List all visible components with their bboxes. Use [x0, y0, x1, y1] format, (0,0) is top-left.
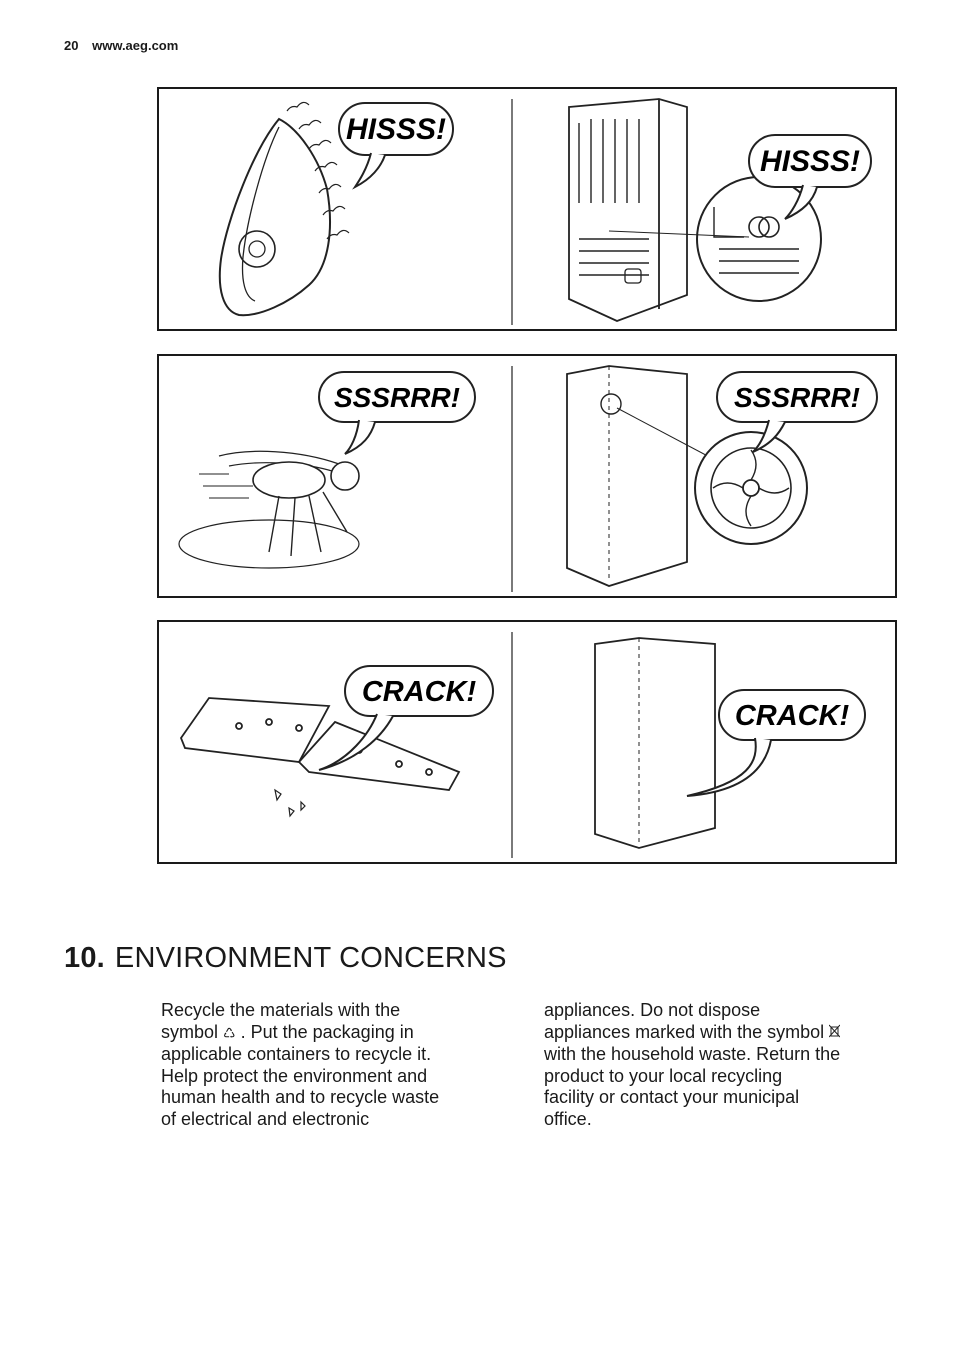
page-number: 20: [64, 38, 79, 53]
body-line: facility or contact your municipal: [544, 1087, 800, 1107]
sssrrr-illustration: [159, 356, 899, 600]
bubble-left-text: CRACK!: [361, 676, 477, 708]
recycle-icon: ♺: [223, 1024, 236, 1041]
crack-illustration: [159, 622, 899, 866]
illustration-panel-crack: [157, 620, 897, 864]
fridge-icon: [595, 638, 715, 848]
body-line: appliances. Do not dispose: [544, 1000, 761, 1020]
steam-iron-icon: [220, 102, 349, 315]
body-line: Help protect the environment and: [161, 1065, 428, 1086]
section-title: ENVIRONMENT CONCERNS: [114, 942, 507, 974]
body-line: symbol ♺ . Put the packaging in: [161, 1022, 471, 1045]
body-line: product to your local recycling: [544, 1065, 783, 1086]
bubble-left-text: HISSS!: [345, 113, 447, 146]
illustration-panel-hisss: [157, 87, 897, 331]
bubble-right-text: HISSS!: [759, 145, 861, 178]
website-url: www.aeg.com: [92, 38, 179, 53]
fly-icon: [179, 451, 359, 568]
body-line: human health and to recycle waste: [161, 1087, 440, 1107]
body-line: applicable containers to recycle it.: [161, 1044, 432, 1064]
body-line: of electrical and electronic: [161, 1108, 370, 1129]
section-number: 10.: [64, 942, 105, 974]
bubble-right-text: CRACK!: [734, 700, 850, 732]
page-header: [64, 38, 178, 53]
crossed-bin-icon: [829, 1023, 840, 1045]
body-line: Recycle the materials with the: [161, 1000, 401, 1020]
bubble-right-text: SSSRRR!: [733, 382, 861, 413]
fan-icon: [695, 432, 807, 544]
body-line: appliances marked with the symbol: [544, 1022, 874, 1045]
body-line: with the household waste. Return the: [544, 1044, 841, 1064]
bubble-left-text: SSSRRR!: [333, 382, 461, 413]
speech-bubble: [339, 103, 453, 187]
section-heading: [64, 942, 507, 975]
speech-bubble: [319, 372, 475, 454]
illustration-panel-sssrrr: [157, 354, 897, 598]
body-column-2: [544, 1000, 874, 1130]
body-column-1: [161, 1000, 471, 1130]
fridge-back-icon: [569, 99, 687, 321]
body-line: office.: [544, 1108, 592, 1129]
hisss-illustration: [159, 89, 899, 333]
